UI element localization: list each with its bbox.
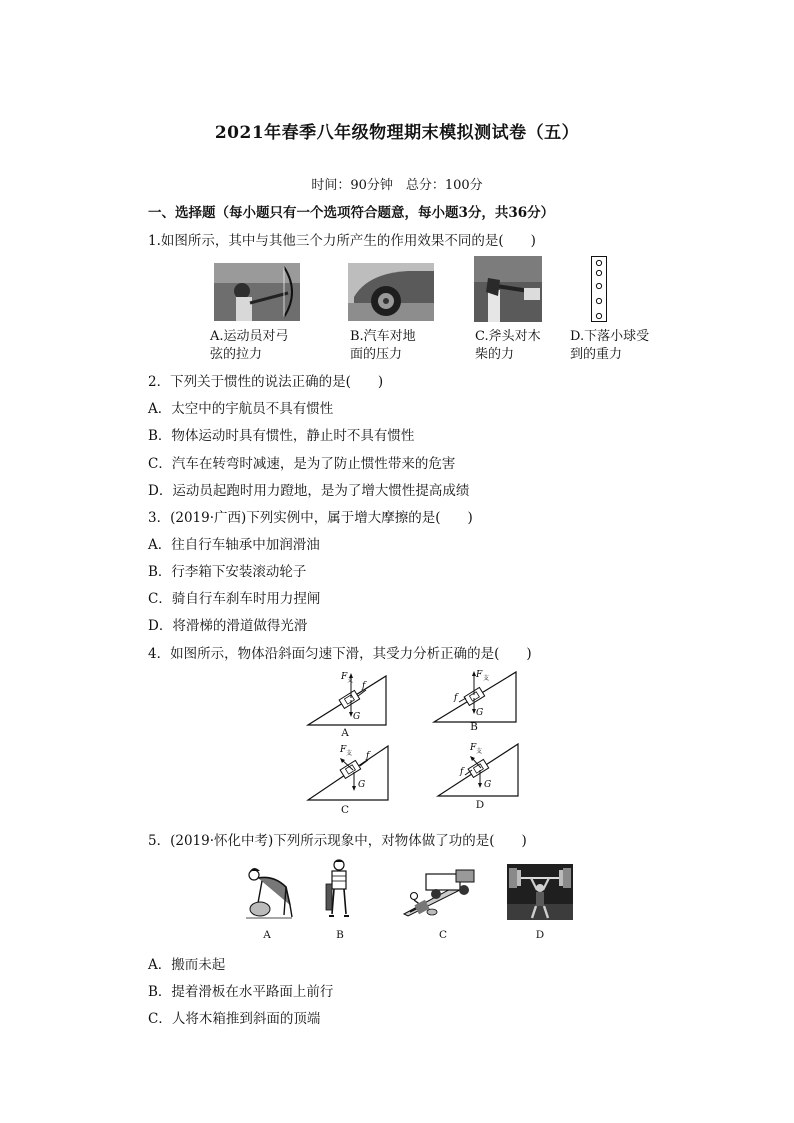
q1-stem: 1.如图所示，其中与其他三个力所产生的作用效果不同的是( ) [148, 233, 536, 249]
archer-photo [214, 263, 300, 321]
force-label-gravity: G [476, 708, 484, 718]
incline-diagram-c [306, 740, 390, 804]
q3-option-d: D．将滑梯的滑道做得光滑 [148, 618, 308, 634]
page-title: 2021年春季八年级物理期末模拟测试卷（五） [214, 123, 580, 143]
q3-option-c: C．骑自行车刹车时用力捏闸 [148, 591, 321, 607]
q3-stem: 3．(2019·广西)下列实例中，属于增大摩擦的是( ) [148, 510, 473, 526]
q2-option-c: C．汽车在转弯时减速，是为了防止惯性带来的危害 [148, 456, 456, 472]
q4-label-d: D [475, 799, 485, 811]
force-label-gravity: G [353, 712, 361, 722]
q4-label-c: C [340, 804, 350, 816]
q4-label-b: B [470, 721, 478, 733]
q3-option-b: B．行李箱下安装滚动轮子 [148, 564, 307, 580]
q5-label-a: A [263, 929, 271, 941]
incline-diagram-d [436, 740, 520, 800]
force-label-f-support: F [340, 745, 347, 755]
incline-diagram-a [306, 668, 388, 728]
q2-option-b: B．物体运动时具有惯性，静止时不具有惯性 [148, 428, 415, 444]
incline-diagram-b [432, 668, 518, 728]
q5-label-d: D [535, 929, 545, 941]
force-label-f-support: F [470, 743, 477, 753]
force-label-gravity: G [358, 780, 366, 790]
force-label-friction: f [460, 767, 464, 777]
lifting-rock-drawing [244, 865, 294, 921]
falling-ball-strobe-image [591, 256, 607, 322]
q4-label-a: A [341, 727, 349, 739]
exam-meta: 时间：90分钟 总分：100分 [311, 178, 483, 193]
force-label-sub: 支 [476, 748, 483, 755]
q2-option-d: D．运动员起跑时用力蹬地，是为了增大惯性提高成绩 [148, 483, 470, 499]
force-label-f-support: F [476, 670, 483, 680]
q1-caption-c: C.斧头对木 柴的力 [475, 329, 541, 362]
force-label-friction: f [454, 693, 458, 703]
force-label-sub: 支 [346, 750, 353, 757]
force-label-sub: 支 [347, 677, 354, 684]
q1-caption-b: B.汽车对地 面的压力 [350, 329, 416, 362]
q5-option-a: A．搬而未起 [148, 957, 226, 973]
q2-option-a: A．太空中的宇航员不具有惯性 [148, 401, 334, 417]
q1-caption-a: A.运动员对弓 弦的拉力 [210, 329, 289, 362]
force-label-f-support: F [341, 672, 348, 682]
force-label-friction: f [366, 751, 370, 761]
section-heading: 一、选择题（每小题只有一个选项符合题意，每小题3分，共36分） [148, 205, 555, 221]
q5-option-c: C．人将木箱推到斜面的顶端 [148, 1011, 321, 1027]
q5-label-b: B [336, 929, 344, 941]
q3-option-a: A．往自行车轴承中加润滑油 [148, 537, 320, 553]
q5-stem: 5．(2019·怀化中考)下列所示现象中，对物体做了功的是( ) [148, 833, 527, 849]
carrying-skateboard-drawing [322, 858, 358, 922]
q2-stem: 2．下列关于惯性的说法正确的是( ) [148, 374, 384, 390]
q5-label-c: C [438, 929, 448, 941]
car-tire-photo [348, 263, 434, 321]
q4-stem: 4．如图所示，物体沿斜面匀速下滑，其受力分析正确的是( ) [148, 646, 532, 662]
q5-option-b: B．提着滑板在水平路面上前行 [148, 984, 334, 1000]
q1-caption-d: D.下落小球受 到的重力 [570, 329, 650, 362]
weightlifter-photo [507, 864, 573, 920]
force-label-gravity: G [484, 780, 492, 790]
force-label-friction: f [362, 681, 366, 691]
axe-photo [474, 256, 542, 322]
pushing-box-up-ramp-drawing [400, 866, 478, 918]
force-label-sub: 支 [483, 675, 490, 682]
